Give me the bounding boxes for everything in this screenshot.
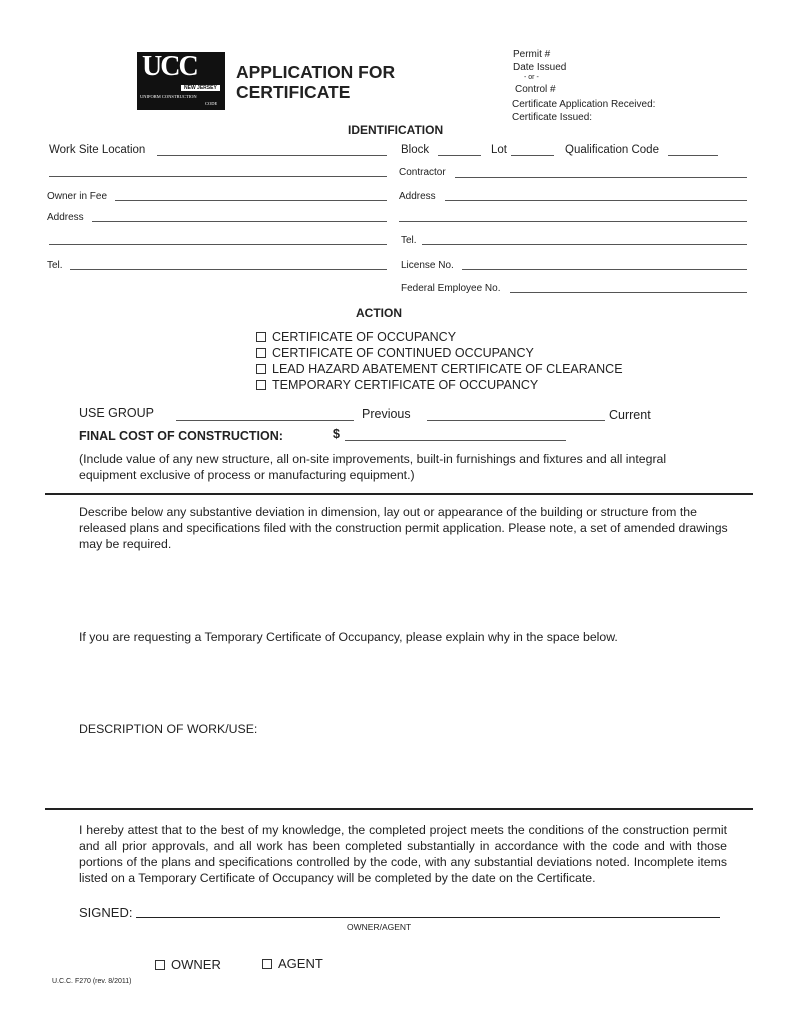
- work-site-field[interactable]: [157, 155, 387, 156]
- deviation-instructions: Describe below any substantive deviation in dimension, lay out or appearance of the building or structure from the released plans and specifications filed with the construction permit application. Please note, a set of amended drawings may be required.: [79, 505, 728, 551]
- use-group-previous-field[interactable]: [176, 420, 354, 421]
- checkbox[interactable]: [256, 380, 266, 390]
- option-label: LEAD HAZARD ABATEMENT CERTIFICATE OF CLEARANCE: [272, 362, 623, 376]
- option-label: CERTIFICATE OF CONTINUED OCCUPANCY: [272, 346, 534, 360]
- option-label: CERTIFICATE OF OCCUPANCY: [272, 330, 457, 344]
- contractor-tel-label: Tel.: [401, 235, 417, 246]
- owner-address-label: Address: [47, 212, 84, 223]
- owner-option[interactable]: [155, 957, 221, 972]
- current-label: Current: [609, 408, 651, 422]
- option-co[interactable]: [256, 330, 456, 345]
- signature-caption: OWNER/AGENT: [347, 922, 412, 932]
- license-label: License No.: [401, 260, 454, 271]
- form-number: U.C.C. F270 (rev. 8/2011): [52, 978, 132, 985]
- lot-label: Lot: [491, 144, 507, 156]
- lot-field[interactable]: [511, 155, 554, 156]
- checkbox[interactable]: [262, 959, 272, 969]
- cost-field[interactable]: [345, 440, 566, 441]
- description-label: DESCRIPTION OF WORK/USE:: [79, 722, 258, 736]
- divider: [45, 493, 753, 495]
- contractor-field[interactable]: [455, 177, 747, 178]
- option-cco[interactable]: [256, 346, 534, 361]
- action-heading: ACTION: [356, 306, 402, 320]
- use-group-current-field[interactable]: [427, 420, 605, 421]
- permit-label: Permit #: [513, 49, 551, 60]
- owner-label: Owner in Fee: [47, 191, 108, 202]
- work-site-label: Work Site Location: [49, 144, 146, 156]
- checkbox[interactable]: [256, 332, 266, 342]
- title-line2: CERTIFICATE: [236, 82, 351, 102]
- received-label: Certificate Application Received:: [512, 99, 656, 110]
- owner-tel-field[interactable]: [70, 269, 387, 270]
- block-field[interactable]: [438, 155, 481, 156]
- option-tco[interactable]: [256, 378, 538, 393]
- block-label: Block: [401, 144, 430, 156]
- logo-letters: UCC: [142, 51, 197, 82]
- title-line1: APPLICATION FOR: [236, 62, 396, 82]
- qualification-code-field[interactable]: [668, 155, 718, 156]
- currency-symbol: $: [333, 427, 340, 441]
- logo-line2: CODE: [205, 101, 218, 106]
- fein-label: Federal Employee No.: [401, 283, 501, 294]
- work-site-field-2[interactable]: [49, 176, 387, 177]
- cost-note: (Include value of any new structure, all on-site improvements, built-in furnishings and fixtures and all integral equipment exclusive of process or manufacturing equipment.): [79, 452, 667, 482]
- contractor-address-field[interactable]: [445, 200, 747, 201]
- option-label: TEMPORARY CERTIFICATE OF OCCUPANCY: [272, 378, 539, 392]
- logo-state: NEW JERSEY: [181, 85, 220, 91]
- attestation-text: I hereby attest that to the best of my knowledge, the completed project meets the conditions of the construction permit and all prior approvals, and all work has been completed substantially in accordance with the code and with those portions of the plans and specifications controlled by the code, with any substantial deviations noted. Incomplete items listed on a Temporary Certificate of Occupancy will be completed by the date on the Certificate.: [79, 823, 727, 885]
- owner-tel-label: Tel.: [47, 260, 63, 271]
- issued-label: Certificate Issued:: [512, 112, 593, 123]
- option-lead[interactable]: [256, 362, 623, 377]
- use-group-label: USE GROUP: [79, 406, 155, 420]
- temporary-instructions: If you are requesting a Temporary Certificate of Occupancy, please explain why in the space below.: [79, 630, 618, 644]
- license-field[interactable]: [462, 269, 747, 270]
- identification-heading: IDENTIFICATION: [348, 123, 444, 137]
- contractor-tel-field[interactable]: [422, 244, 747, 245]
- form-title: [236, 62, 395, 102]
- date-issued-label: Date Issued: [513, 62, 567, 73]
- logo-line1: UNIFORM CONSTRUCTION: [140, 94, 197, 99]
- owner-label: OWNER: [171, 957, 221, 972]
- owner-address-field[interactable]: [92, 221, 387, 222]
- cost-label: FINAL COST OF CONSTRUCTION:: [79, 429, 283, 443]
- fein-field[interactable]: [510, 292, 747, 293]
- previous-label: Previous: [362, 407, 411, 421]
- contractor-address-field-2[interactable]: [399, 221, 747, 222]
- checkbox[interactable]: [155, 960, 165, 970]
- owner-address-field-2[interactable]: [49, 244, 387, 245]
- or-label: - or -: [524, 74, 539, 81]
- signature-field[interactable]: [136, 917, 720, 918]
- qualification-code-label: Qualification Code: [565, 144, 659, 156]
- checkbox[interactable]: [256, 348, 266, 358]
- contractor-label: Contractor: [399, 167, 446, 178]
- control-label: Control #: [515, 84, 556, 95]
- divider: [45, 808, 753, 810]
- signed-label: SIGNED:: [79, 905, 133, 920]
- agent-option[interactable]: [262, 956, 323, 971]
- checkbox[interactable]: [256, 364, 266, 374]
- agent-label: AGENT: [278, 956, 323, 971]
- owner-field[interactable]: [115, 200, 387, 201]
- contractor-address-label: Address: [399, 191, 436, 202]
- ucc-logo: [137, 52, 225, 110]
